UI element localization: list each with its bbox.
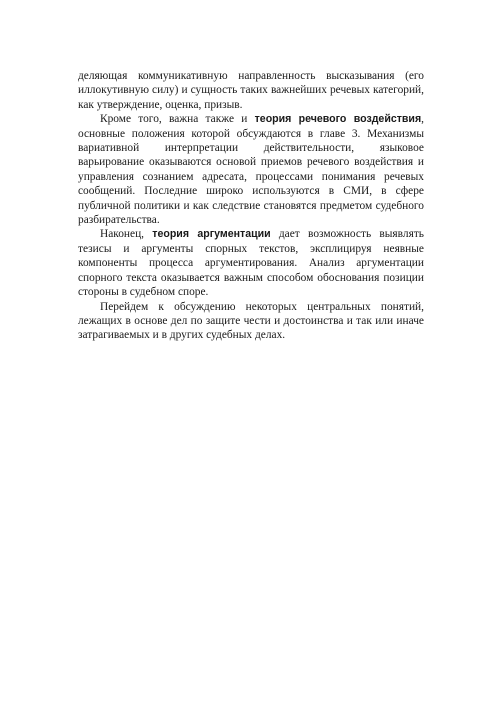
paragraph-text: Наконец, bbox=[100, 228, 153, 241]
paragraph-3 bbox=[78, 227, 424, 299]
paragraph-text: Перейдем к обсуждению некоторых центральных понятий, лежащих в основе дел по защите чести и достоинства и так или иначе затрагиваемых и в других судебных делах. bbox=[78, 300, 424, 342]
paragraph-4 bbox=[78, 300, 424, 343]
paragraph-1 bbox=[78, 69, 424, 112]
paragraph-2 bbox=[78, 112, 424, 227]
term-speech-influence-theory: теория речевого воздействия bbox=[254, 113, 422, 126]
paragraph-text: деляющая коммуникативную направленность высказывания (его иллокутивную силу) и сущность таких важнейших речевых категорий, как утверждение, оценка, призыв. bbox=[78, 70, 424, 111]
term-argumentation-theory: теория аргументации bbox=[152, 228, 271, 241]
paragraph-text: Кроме того, важна также и bbox=[100, 113, 255, 126]
paragraph-text: , основные положения которой обсуждаются в главе 3. Механизмы вариативной интерпретации действительности, языковое варьирование оказываются основой приемов речевого воздействия и управления сознанием адресата, процессами понимания речевых сообщений. Последние широко используются в СМИ, в сфере публичной политики и как следствие становятся предметом судебного разбирательства. bbox=[78, 113, 424, 227]
body-text bbox=[78, 69, 424, 343]
paragraph-text: дает возможность выявлять тезисы и аргументы спорных текстов, эксплицируя неявные компоненты процесса аргументирования. Анализ аргументации спорного текста оказывается важным способом обоснования позиции стороны в судебном споре. bbox=[78, 228, 424, 299]
